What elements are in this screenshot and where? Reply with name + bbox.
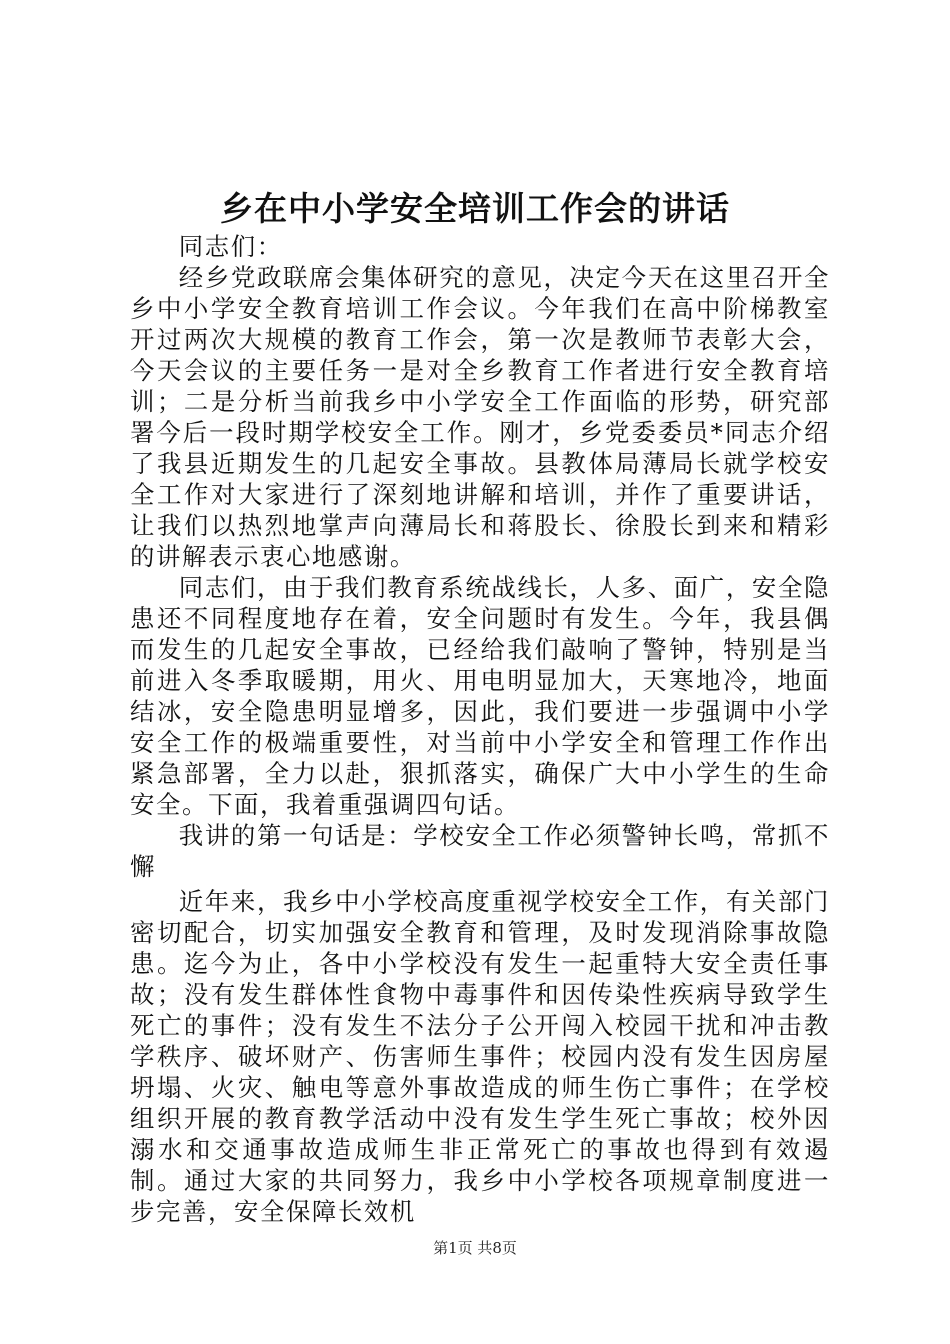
section-heading-paragraph: 我讲的第一句话是：学校安全工作必须警钟长鸣，常抓不懈 (130, 821, 830, 881)
body-paragraph: 经乡党政联席会集体研究的意见，决定今天在这里召开全乡中小学安全教育培训工作会议。今年我们在高中阶梯教室开过两次大规模的教育工作会，第一次是教师节表彰大会，今天会议的主要任务一是对全乡教育工作者进行安全教育培训；二是分析当前我乡中小学安全工作面临的形势，研究部署今后一段时期学校安全工作。刚才，乡党委委员*同志介绍了我县近期发生的几起安全事故。县教体局薄局长就学校安全工作对大家进行了深刻地讲解和培训，并作了重要讲话，让我们以热烈地掌声向薄局长和蒋股长、徐股长到来和精彩的讲解表示衷心地感谢。 (130, 263, 830, 571)
body-paragraph: 同志们，由于我们教育系统战线长，人多、面广，安全隐患还不同程度地存在着，安全问题时有发生。今年，我县偶而发生的几起安全事故，已经给我们敲响了警钟，特别是当前进入冬季取暖期，用火、用电明显加大，天寒地冷，地面结冰，安全隐患明显增多，因此，我们要进一步强调中小学安全工作的极端重要性，对当前中小学安全和管理工作作出紧急部署，全力以赴，狠抓落实，确保广大中小学生的生命安全。下面，我着重强调四句话。 (130, 573, 830, 819)
salutation-paragraph: 同志们： (178, 232, 283, 261)
body-paragraph: 近年来，我乡中小学校高度重视学校安全工作，有关部门密切配合，切实加强安全教育和管理，及时发现消除事故隐患。迄今为止，各中小学校没有发生一起重特大安全责任事故；没有发生群体性食物中毒事件和因传染性疾病导致学生死亡的事件；没有发生不法分子公开闯入校园干扰和冲击教学秩序、破坏财产、伤害师生事件；校园内没有发生因房屋坍塌、火灾、触电等意外事故造成的师生伤亡事件；在学校组织开展的教育教学活动中没有发生学生死亡事故；校外因溺水和交通事故造成师生非正常死亡的事故也得到有效遏制。通过大家的共同努力，我乡中小学校各项规章制度进一步完善，安全保障长效机 (130, 887, 830, 1226)
document-body (130, 231, 830, 1227)
document-title: 乡在中小学安全培训工作会的讲话 (220, 189, 730, 228)
page-footer: 第1页 共8页 (433, 1239, 517, 1257)
